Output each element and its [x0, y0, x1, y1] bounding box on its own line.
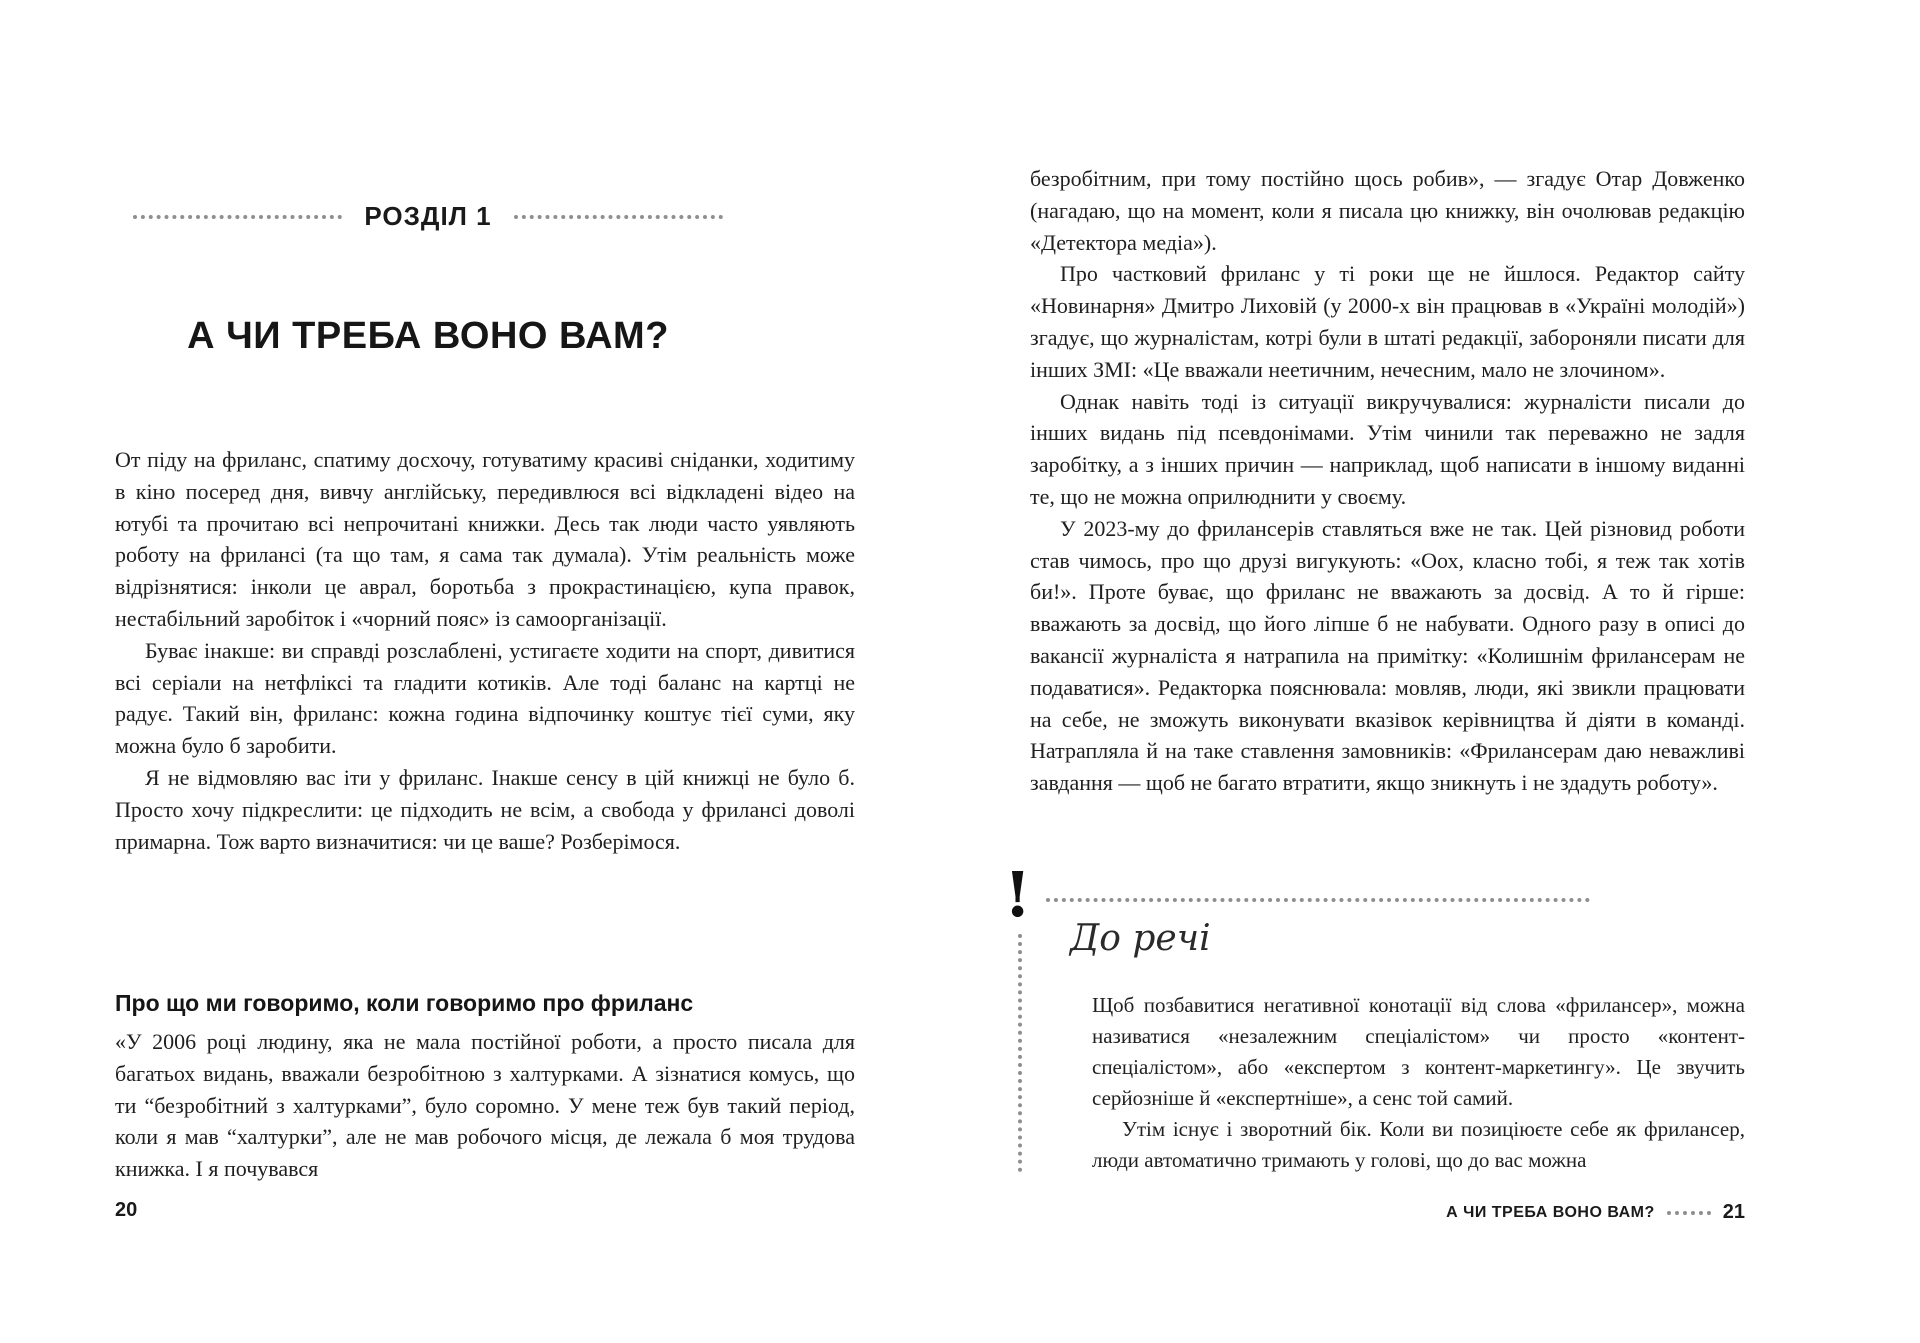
dotted-rule-footer	[1667, 1211, 1711, 1215]
exclamation-icon: !	[1004, 858, 1032, 931]
left-page-intro-text	[115, 444, 855, 857]
dotted-rule-left	[133, 215, 342, 219]
side-note-callout	[1004, 858, 1745, 1198]
right-page-number: 21	[1722, 1201, 1745, 1223]
right-page-footer	[1030, 1201, 1745, 1224]
right-page-text	[1030, 163, 1745, 799]
running-title: А ЧИ ТРЕБА ВОНО ВАМ?	[1446, 1203, 1655, 1221]
paragraph: Я не відмовляю вас іти у фриланс. Інакше сенсу в цій книжці не було б. Просто хочу підкреслити: це підходить не всім, а свобода у фрилансі доволі примарна. Тож варто визначитися: чи це ваше? Розберімося.	[115, 764, 855, 854]
paragraph: От піду на фриланс, спатиму досхочу, готуватиму красиві сніданки, ходитиму в кіно посеред дня, вивчу англійську, передивлюся всі відкладені відео на ютубі та прочитаю всі непрочитані книжки. Десь так люди часто уявляють роботу на фрилансі (та що там, я сама так думала). Утім реальність може відрізнятися: інколи це аврал, боротьба з прокрастинацією, купа правок, нестабільний заробіток і «чорний пояс» із самоорганізації.	[115, 447, 855, 631]
chapter-label: РОЗДІЛ 1	[364, 201, 492, 231]
paragraph: У 2023-му до фрилансерів ставляться вже не так. Цей різновид роботи став чимось, про що друзі вигукують: «Оох, класно тобі, я теж так хотів би!». Проте буває, що фриланс не вважають за досвід. А то й гірше: вважають за досвід, що його ліпше б не набувати. Одного разу в описі до вакансії журналіста я натрапила на примітку: «Колишнім фрилансерам не подаватися». Редакторка пояснювала: мовляв, люди, які звикли працювати на себе, не зможуть виконувати вказівок керівництва й діяти в команді. Натрапляла й на таке ставлення замовників: «Фрилансерам даю неважливі завдання — щоб не багато втратити, якщо зникнуть і не здадуть роботу».	[1030, 515, 1745, 796]
callout-heading: До речі	[1070, 918, 1211, 959]
paragraph: безробітним, при тому постійно щось робив», — згадує Отар Довженко (нагадаю, що на момент, коли я писала цю книжку, він очолював редакцію «Детектора медіа»).	[1030, 166, 1745, 255]
chapter-title: А ЧИ ТРЕБА ВОНО ВАМ?	[187, 315, 669, 358]
callout-paragraph: Щоб позбавитися негативної конотації від слова «фрилансер», можна називатися «незалежним спеціалістом» чи просто «контент-спеціалістом», або «експертом з контент-маркетингу». Це звучить серйозніше й «експертніше», а сенс той самий.	[1092, 993, 1745, 1110]
paragraph: Про частковий фриланс у ті роки ще не йшлося. Редактор сайту «Новинарня» Дмитро Лиховій (у 2000-х він працював в «Україні молодій») згадує, що журналістам, котрі були в штаті редакції, забороняли писати для інших ЗМІ: «Це вважали неетичним, нечесним, мало не злочином».	[1030, 261, 1745, 382]
paragraph: Буває інакше: ви справді розслаблені, устигаєте ходити на спорт, дивитися всі серіали на нетфліксі та гладити котиків. Але тоді баланс на картці не радує. Такий він, фриланс: кожна година відпочинку коштує тієї суми, яку можна було б заробити.	[115, 637, 855, 759]
dotted-rule-vertical	[1018, 934, 1022, 1172]
left-page-section-text	[115, 1026, 855, 1185]
paragraph: «У 2006 році людину, яка не мала постійної роботи, а просто писала для багатьох видань, вважали безробітною з халтурками. А зізнатися комусь, що ти “безробітний з халтурками”, було соромно. У мене теж був такий період, коли я мав “халтурки”, але не мав робочого місця, де лежала б моя трудова книжка. І я почувався	[115, 1029, 855, 1182]
callout-paragraph: Утім існує і зворотний бік. Коли ви позиціюєте себе як фрилансер, люди автоматично тримають у голові, що до вас можна	[1092, 1117, 1745, 1172]
section-subheading: Про що ми говоримо, коли говоримо про фриланс	[115, 990, 694, 1017]
dotted-rule-horizontal	[1046, 898, 1590, 902]
callout-text	[1092, 990, 1745, 1176]
dotted-rule-right	[514, 215, 723, 219]
chapter-heading-row	[133, 201, 723, 232]
paragraph: Однак навіть тоді із ситуації викручувалися: журналісти писали до інших видань під псевдонімами. Утім чинили так переважно не задля заробітку, а з інших причин — наприклад, щоб написати в іншому виданні те, що не можна оприлюднити у своєму.	[1030, 388, 1745, 509]
left-page-number: 20	[115, 1199, 138, 1221]
